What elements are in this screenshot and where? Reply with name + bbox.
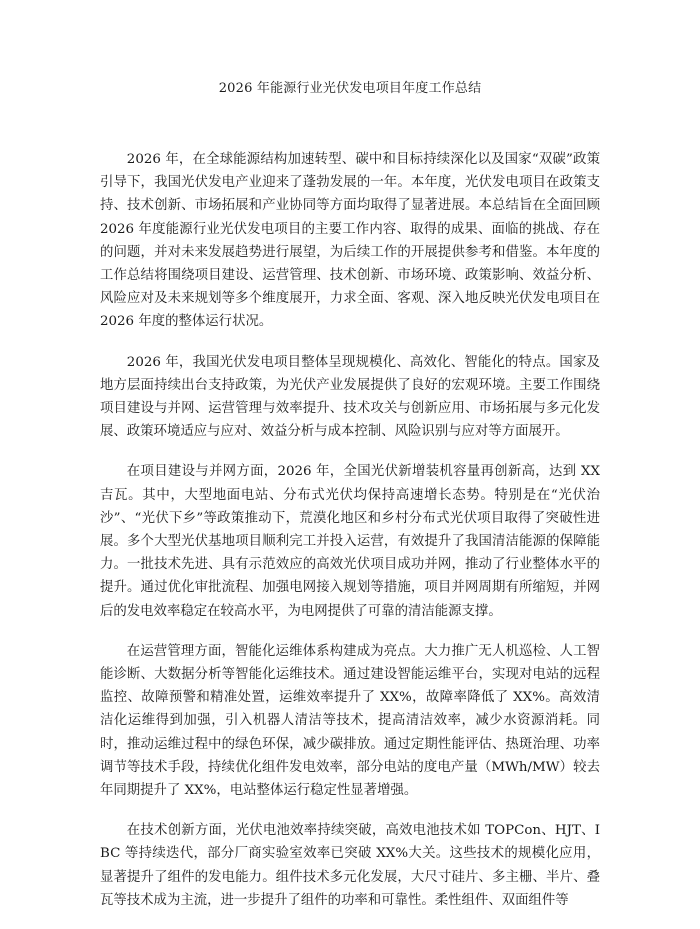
paragraph-overview: 2026 年，我国光伏发电项目整体呈现规模化、高效化、智能化的特点。国家及地方层面持续出台支持政策，为光伏产业发展提供了良好的宏观环境。主要工作围绕项目建设与并网、运营管理与效率提升、技术攻关与创新应用、市场拓展与多元化发展、政策环境适应与应对、效益分析与成本控制、风险识别与应对等方面展开。 — [100, 354, 600, 440]
paragraph-construction-grid: 在项目建设与并网方面，2026 年，全国光伏新增装机容量再创新高，达到 XX 吉瓦。其中，大型地面电站、分布式光伏均保持高速增长态势。特别是在“光伏治沙”、“光伏下乡”等政策推动下，荒漠化地区和乡村分布式光伏项目取得了突破性进展。多个大型光伏基地项目顺利完工并投入运营，有效提升了我国清洁能源的保障能力。一批技术先进、具有示范效应的高效光伏项目成功并网，推动了行业整体水平的提升。通过优化审批流程、加强电网接入规划等措施，项目并网周期有所缩短，并网后的发电效率稳定在较高水平，为电网提供了可靠的清洁能源支撑。 — [100, 464, 600, 619]
paragraph-intro: 2026 年，在全球能源结构加速转型、碳中和目标持续深化以及国家“双碳”政策引导下，我国光伏发电产业迎来了蓬勃发展的一年。本年度，光伏发电项目在政策支持、技术创新、市场拓展和产业协同等方面均取得了显著进展。本总结旨在全面回顾 2026 年度能源行业光伏发电项目的主要工作内容、取得的成果、面临的挑战、存在的问题，并对未来发展趋势进行展望，为后续工作的开展提供参考和借鉴。本年度的工作总结将围绕项目建设、运营管理、技术创新、市场环境、政策影响、效益分析、风险应对及未来规划等多个维度展开，力求全面、客观、深入地反映光伏发电项目在 2026 年度的整体运行状况。 — [100, 152, 600, 330]
document-title: 2026 年能源行业光伏发电项目年度工作总结 — [218, 81, 482, 96]
document-body — [100, 148, 600, 929]
paragraph-technology: 在技术创新方面，光伏电池效率持续突破，高效电池技术如 TOPCon、HJT、IBC 等持续迭代，部分厂商实验室效率已突破 XX%大关。这些技术的规模化应用，显著提升了组件的发电能力。组件技术多元化发展，大尺寸硅片、多主栅、半片、叠瓦等技术成为主流，进一步提升了组件的功率和可靠性。柔性组件、双面组件等 — [100, 823, 600, 908]
paragraph-operations: 在运营管理方面，智能化运维体系构建成为亮点。大力推广无人机巡检、人工智能诊断、大数据分析等智能化运维技术。通过建设智能运维平台，实现对电站的远程监控、故障预警和精准处置，运维效率提升了 XX%，故障率降低了 XX%。高效清洁化运维得到加强，引入机器人清洁等技术，提高清洁效率，减少水资源消耗。同时，推动运维过程中的绿色环保，减少碳排放。通过定期性能评估、热斑治理、功率调节等技术手段，持续优化组件发电效率，部分电站的度电产量（MWh/MW）较去年同期提升了 XX%，电站整体运行稳定性显著增强。 — [100, 643, 600, 799]
